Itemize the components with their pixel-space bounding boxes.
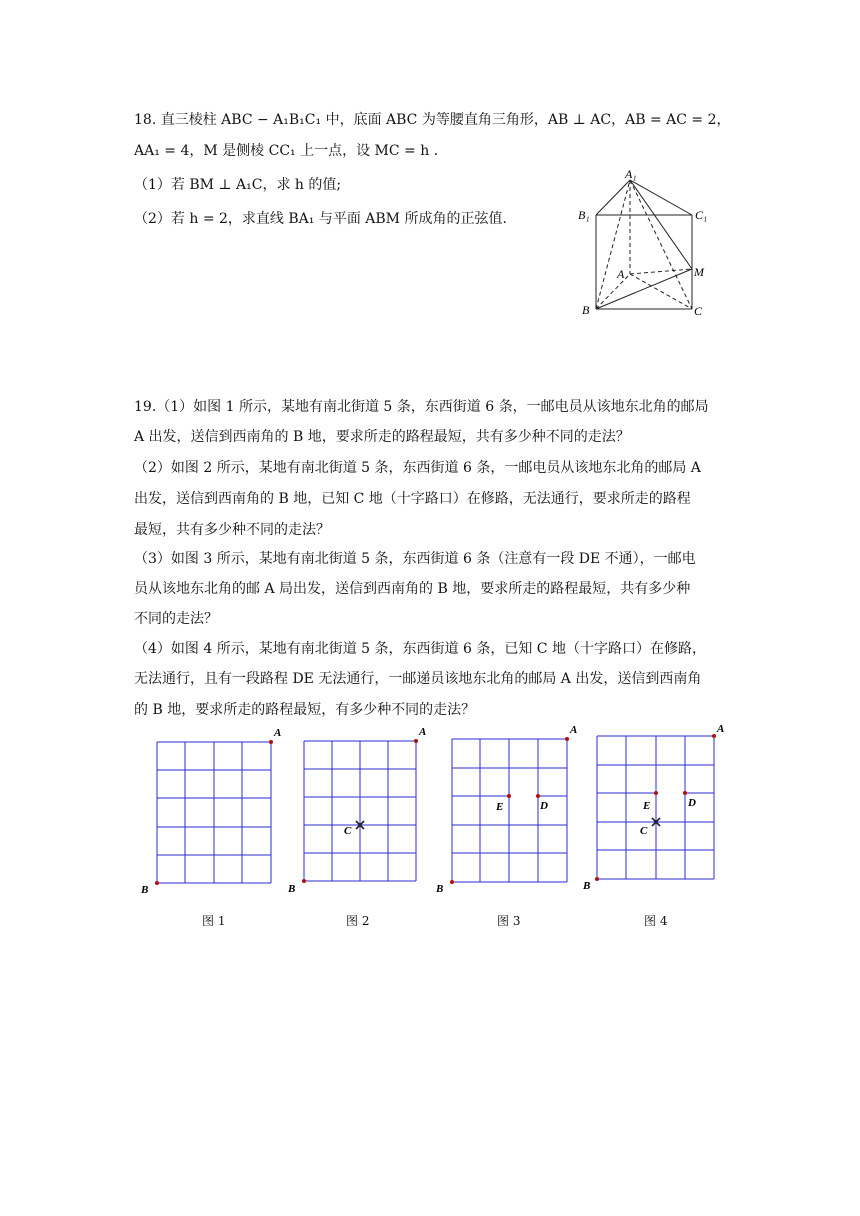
fig4-label-c: C — [640, 825, 648, 837]
label-a: A — [617, 267, 625, 281]
q19-line-1: 19.（1）如图 1 所示，某地有南北街道 5 条，东西街道 6 条，一邮电员从该地东北角的邮局 — [134, 399, 709, 415]
label-b1: B₁ — [578, 208, 590, 222]
fig2-label-a: A — [419, 726, 427, 738]
fig2-label-b: B — [288, 883, 296, 895]
label-m: M — [694, 265, 704, 279]
grid-figure-1 — [135, 722, 285, 897]
q19-line-8: 不同的走法？ — [134, 611, 218, 627]
q19-line-5: 最短，共有多少种不同的走法？ — [134, 522, 330, 538]
q19-line-11: 的 B 地，要求所走的路程最短，有多少种不同的走法？ — [134, 702, 476, 718]
caption-figure-4: 图 4 — [644, 914, 668, 928]
fig4-label-b: B — [583, 880, 591, 892]
caption-figure-2: 图 2 — [346, 914, 370, 928]
fig3-label-a: A — [570, 724, 578, 736]
label-b: B — [582, 303, 590, 317]
fig3-label-d: D — [540, 800, 548, 812]
caption-figure-3: 图 3 — [497, 914, 521, 928]
q18-line-2: AA₁ = 4，M 是侧棱 CC₁ 上一点，设 MC = h . — [134, 143, 439, 159]
grid-figure-4 — [578, 722, 728, 897]
q19-line-9: （4）如图 4 所示，某地有南北街道 5 条，东西街道 6 条，已知 C 地（十字路口）在修路， — [134, 641, 706, 657]
prism-figure — [570, 162, 720, 322]
fig3-label-b: B — [436, 883, 444, 895]
label-a1: A₁ — [625, 167, 637, 181]
grid-figure-3 — [430, 722, 580, 897]
q18-part-2: （2）若 h = 2，求直线 BA₁ 与平面 ABM 所成角的正弦值. — [134, 211, 507, 227]
fig3-label-e: E — [496, 801, 504, 813]
q18-line-1: 18. 直三棱柱 ABC − A₁B₁C₁ 中，底面 ABC 为等腰直角三角形，AB ⊥ AC，AB = AC = 2， — [134, 112, 731, 128]
q19-line-2: A 出发，送信到西南角的 B 地，要求所走的路程最短，共有多少种不同的走法？ — [134, 429, 630, 445]
fig4-label-d: D — [688, 797, 696, 809]
fig1-label-a: A — [274, 727, 282, 739]
fig1-label-b: B — [141, 884, 149, 896]
label-c: C — [694, 304, 703, 318]
q19-line-3: （2）如图 2 所示，某地有南北街道 5 条，东西街道 6 条，一邮电员从该地东北角的邮局 A — [134, 460, 701, 476]
q19-line-6: （3）如图 3 所示，某地有南北街道 5 条，东西街道 6 条（注意有一段 DE 不通），一邮电 — [134, 551, 696, 567]
q19-line-4: 出发，送信到西南角的 B 地，已知 C 地（十字路口）在修路，无法通行，要求所走的路程 — [134, 491, 691, 507]
fig2-label-c: C — [344, 825, 352, 837]
fig4-label-e: E — [643, 800, 651, 812]
q19-line-7: 员从该地东北角的邮 A 局出发，送信到西南角的 B 地，要求所走的路程最短，共有多少种 — [134, 581, 691, 597]
fig4-label-a: A — [717, 723, 725, 735]
grid-figure-2 — [283, 722, 433, 897]
q18-part-1: （1）若 BM ⊥ A₁C，求 h 的值; — [134, 177, 342, 193]
caption-figure-1: 图 1 — [202, 914, 226, 928]
label-c1: C₁ — [695, 208, 708, 222]
q19-line-10: 无法通行，且有一段路程 DE 无法通行，一邮递员该地东北角的邮局 A 出发，送信到西南角 — [134, 671, 702, 687]
